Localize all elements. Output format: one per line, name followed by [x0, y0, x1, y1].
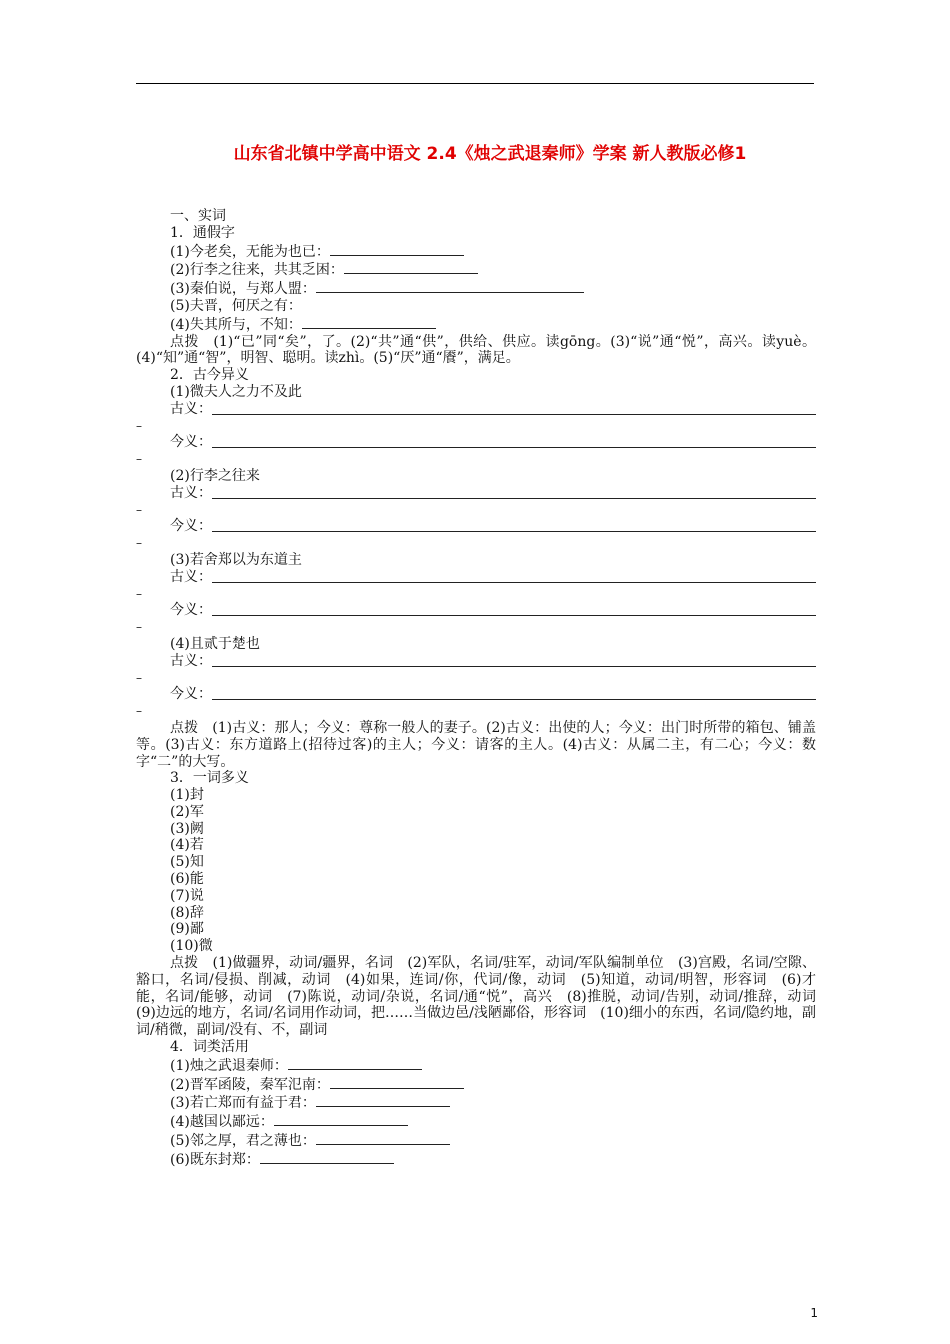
- yiciduoyi-item: (5)知: [170, 854, 204, 871]
- gujin-question: (3)若舍郑以为东道主: [170, 551, 302, 568]
- cileihuoyong-item: (5)邻之厚，君之薄也：: [136, 1131, 816, 1150]
- gujin-answer-row: 今义：: [136, 602, 816, 619]
- dash-mark: –: [136, 670, 142, 685]
- answer-blank[interactable]: [330, 242, 464, 256]
- yiciduoyi-item: (9)鄙: [170, 921, 204, 938]
- gujin-answer-row: 古义：: [136, 569, 816, 586]
- cileihuoyong-item: (3)若亡郑而有益于君：: [136, 1093, 816, 1112]
- page-number: 1: [810, 1306, 818, 1320]
- tip-gujinyiyi: 点拨 (1)古义：那人；今义：尊称一般人的妻子。(2)古义：出使的人；今义：出门时所带的箱包、铺盖等。(3)古义：东方道路上(招待过客)的主人；今义：请客的主人。(4)古义：从属二主，有二心；今义：数字“二”的大写。: [136, 719, 816, 770]
- subsection-heading-cileihuoyong: 4．词类活用: [170, 1039, 249, 1056]
- dash-mark: –: [136, 502, 142, 517]
- answer-blank[interactable]: [288, 1056, 422, 1070]
- gujin-answer-row: 古义：: [136, 653, 816, 670]
- dash-mark: –: [136, 586, 142, 601]
- yiciduoyi-item: (3)阙: [170, 820, 204, 837]
- tip-yiciduoyi: 点拨 (1)做疆界，动词/疆界，名词 (2)军队，名词/驻军，动词/军队编制单位 (3)宫殿，名词/空隙、豁口，名词/侵损、削减，动词 (4)如果，连词/你，代词/像，动词 (5)知道，动词/明智，形容词 (6)才能，名词/能够，动词 (7)陈说，动词/杂说，名词/通“悦”，高兴 (8)推脱，动词/告别，动词/推辞，动词 (9)边远的地方，名词/名词用作动词，把……当做边邑/浅陋鄙俗，形容词 (10)细小的东西，名词/隐约地，副词/稍微，副词/没有、不，副词: [136, 955, 830, 1039]
- gujin-answer-row: 今义：: [136, 434, 816, 451]
- yiciduoyi-item: (10)微: [170, 938, 213, 955]
- gujin-question: (2)行李之往来: [170, 467, 260, 484]
- answer-line[interactable]: [212, 497, 816, 499]
- gujin-answer-row: 古义：: [136, 401, 816, 418]
- dash-mark: –: [136, 536, 142, 551]
- answer-line[interactable]: [212, 665, 816, 667]
- yiciduoyi-item: (4)若: [170, 837, 204, 854]
- answer-line[interactable]: [212, 530, 816, 532]
- answer-line[interactable]: [212, 581, 816, 583]
- dash-mark: –: [136, 620, 142, 635]
- answer-line[interactable]: [212, 413, 816, 415]
- document-title: 山东省北镇中学高中语文 2.4《烛之武退秦师》学案 新人教版必修1: [233, 144, 747, 164]
- answer-blank[interactable]: [316, 1131, 450, 1145]
- tongjiazi-item: (1)今老矣，无能为也已：: [136, 242, 816, 261]
- cileihuoyong-item: (2)晋军函陵，秦军氾南：: [136, 1075, 816, 1094]
- gujin-question: (4)且贰于楚也: [170, 635, 260, 652]
- gujin-question: (1)微夫人之力不及此: [170, 383, 302, 400]
- answer-blank[interactable]: [344, 260, 478, 274]
- tongjiazi-item: (5)夫晋，何厌之有：: [170, 297, 302, 314]
- answer-line[interactable]: [212, 698, 816, 700]
- tongjiazi-item: (3)秦伯说，与郑人盟：: [136, 279, 816, 298]
- subsection-heading-gujinyiyi: 2．古今异义: [170, 367, 249, 384]
- answer-blank[interactable]: [302, 315, 436, 329]
- section-heading-shici: 一、实词: [170, 208, 226, 224]
- answer-line[interactable]: [212, 446, 816, 448]
- gujin-answer-row: 古义：: [136, 485, 816, 502]
- yiciduoyi-item: (7)说: [170, 887, 204, 904]
- dash-mark: –: [136, 452, 142, 467]
- answer-blank[interactable]: [260, 1150, 394, 1164]
- header-rule: [136, 83, 814, 84]
- yiciduoyi-item: (8)辞: [170, 904, 204, 921]
- document-body: [136, 208, 830, 1169]
- tongjiazi-item: (4)失其所与，不知：: [136, 315, 816, 334]
- answer-blank[interactable]: [274, 1112, 408, 1126]
- answer-blank[interactable]: [316, 1093, 450, 1107]
- subsection-heading-yiciduoyi: 3．一词多义: [170, 770, 249, 787]
- answer-blank[interactable]: [316, 279, 584, 293]
- yiciduoyi-item: (2)军: [170, 803, 204, 820]
- dash-mark: –: [136, 704, 142, 719]
- yiciduoyi-item: (6)能: [170, 871, 204, 888]
- gujin-answer-row: 今义：: [136, 518, 816, 535]
- tip-tongjiazi: 点拨 (1)“已”同“矣”，了。(2)“共”通“供”，供给、供应。读gōng。(3)“说”通“悦”，高兴。读yuè。(4)“知”通“智”，明智、聪明。读zhì。(5)“厌”通“餍”，满足。: [136, 333, 816, 367]
- subsection-heading-tongjiazi: 1．通假字: [170, 224, 235, 241]
- cileihuoyong-item: (6)既东封郑：: [136, 1150, 816, 1169]
- cileihuoyong-item: (4)越国以鄙远：: [136, 1112, 816, 1131]
- cileihuoyong-item: (1)烛之武退秦师：: [136, 1056, 816, 1075]
- answer-line[interactable]: [212, 614, 816, 616]
- tongjiazi-item: (2)行李之往来，共其乏困：: [136, 260, 816, 279]
- dash-mark: –: [136, 418, 142, 433]
- yiciduoyi-item: (1)封: [170, 787, 204, 804]
- answer-blank[interactable]: [330, 1075, 464, 1089]
- gujin-answer-row: 今义：: [136, 686, 816, 703]
